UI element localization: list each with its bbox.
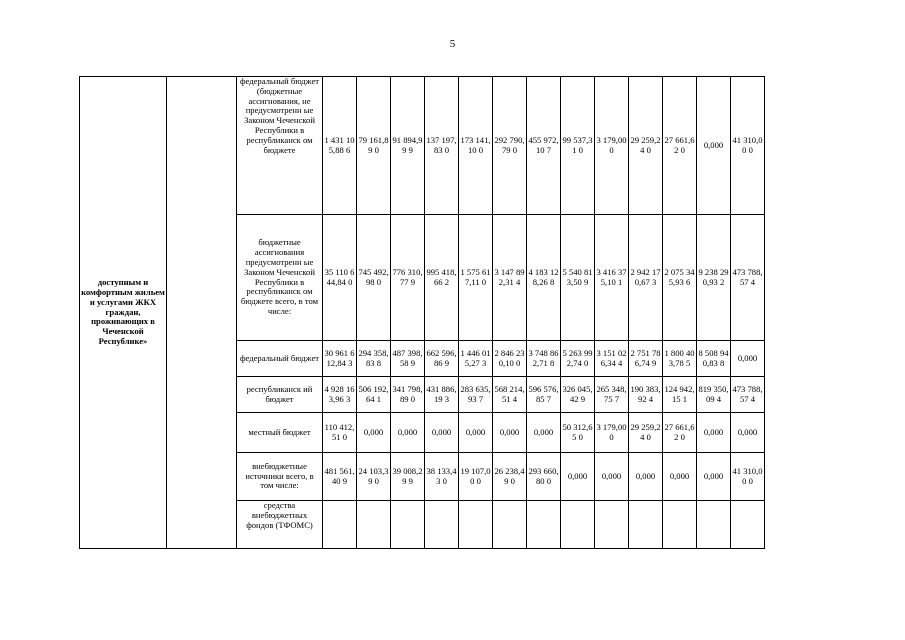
value-cell: 190 383,92 4: [629, 377, 663, 413]
value-cell: [527, 501, 561, 549]
value-cell: 8 508 940,83 8: [697, 341, 731, 377]
financing-table: [79, 76, 765, 549]
value-cell: 3 416 375,10 1: [595, 215, 629, 341]
value-cell: 0,000: [731, 341, 765, 377]
value-cell: 745 492,98 0: [357, 215, 391, 341]
value-cell: 0,000: [391, 413, 425, 453]
value-cell: 50 312,65 0: [561, 413, 595, 453]
value-cell: 2 846 230,10 0: [493, 341, 527, 377]
value-cell: 3 179,00 0: [595, 77, 629, 215]
value-cell: 4 183 128,26 8: [527, 215, 561, 341]
value-cell: 2 942 170,67 3: [629, 215, 663, 341]
value-cell: 19 107,00 0: [459, 453, 493, 501]
value-cell: [459, 501, 493, 549]
value-cell: 41 310,00 0: [731, 77, 765, 215]
value-cell: 3 151 026,34 4: [595, 341, 629, 377]
value-cell: 24 103,39 0: [357, 453, 391, 501]
value-cell: 0,000: [459, 413, 493, 453]
value-cell: 27 661,62 0: [663, 77, 697, 215]
value-cell: 0,000: [493, 413, 527, 453]
value-cell: 293 660,80 0: [527, 453, 561, 501]
value-cell: 1 800 403,78 5: [663, 341, 697, 377]
value-cell: 487 398,58 9: [391, 341, 425, 377]
funding-source: бюджетные ассигнования предусмотренн ые Законом Чеченской Республики в республиканск ом бюджете всего, в том числе:: [237, 215, 323, 341]
value-cell: [357, 501, 391, 549]
value-cell: 1 575 617,11 0: [459, 215, 493, 341]
value-cell: 596 576,85 7: [527, 377, 561, 413]
value-cell: 1 431 105,88 6: [323, 77, 357, 215]
value-cell: 568 214,51 4: [493, 377, 527, 413]
value-cell: [731, 501, 765, 549]
value-cell: 5 540 813,50 9: [561, 215, 595, 341]
funding-source: республиканск ий бюджет: [237, 377, 323, 413]
value-cell: 137 197,83 0: [425, 77, 459, 215]
value-cell: 0,000: [697, 77, 731, 215]
funding-source: внебюджетные источники всего, в том числе:: [237, 453, 323, 501]
value-cell: 995 418,66 2: [425, 215, 459, 341]
value-cell: 5 263 992,74 0: [561, 341, 595, 377]
value-cell: 341 798,89 0: [391, 377, 425, 413]
value-cell: 0,000: [527, 413, 561, 453]
value-cell: [425, 501, 459, 549]
value-cell: 35 110 644,84 0: [323, 215, 357, 341]
value-cell: 39 008,29 9: [391, 453, 425, 501]
program-title: доступным и комфортным жильем и услугами ЖКХ граждан, проживающих в Чеченской Республике»: [80, 77, 167, 549]
value-cell: 776 310,77 9: [391, 215, 425, 341]
value-cell: 26 238,49 0: [493, 453, 527, 501]
value-cell: 0,000: [663, 453, 697, 501]
empty-column: [167, 77, 237, 549]
page-number: 5: [449, 38, 456, 50]
value-cell: 41 310,00 0: [731, 453, 765, 501]
funding-source: федеральный бюджет: [237, 341, 323, 377]
value-cell: 110 412,51 0: [323, 413, 357, 453]
funding-source: местный бюджет: [237, 413, 323, 453]
value-cell: 481 561,40 9: [323, 453, 357, 501]
value-cell: 3 147 892,31 4: [493, 215, 527, 341]
value-cell: 473 788,57 4: [731, 215, 765, 341]
value-cell: 0,000: [697, 453, 731, 501]
value-cell: 455 972,10 7: [527, 77, 561, 215]
value-cell: 38 133,43 0: [425, 453, 459, 501]
value-cell: [629, 501, 663, 549]
value-cell: 1 446 015,27 3: [459, 341, 493, 377]
value-cell: 29 259,24 0: [629, 413, 663, 453]
table-row: [80, 77, 765, 215]
value-cell: [391, 501, 425, 549]
value-cell: 662 596,86 9: [425, 341, 459, 377]
value-cell: 294 358,83 8: [357, 341, 391, 377]
value-cell: [561, 501, 595, 549]
funding-source: федеральный бюджет (бюджетные ассигнования, не предусмотренн ые Законом Чеченской Республики в республиканск ом бюджете: [237, 77, 323, 215]
value-cell: 819 350,09 4: [697, 377, 731, 413]
value-cell: [493, 501, 527, 549]
value-cell: 2 751 786,74 9: [629, 341, 663, 377]
value-cell: 30 961 612,84 3: [323, 341, 357, 377]
value-cell: [663, 501, 697, 549]
value-cell: [697, 501, 731, 549]
value-cell: [595, 501, 629, 549]
value-cell: 292 790,79 0: [493, 77, 527, 215]
value-cell: 0,000: [561, 453, 595, 501]
funding-source: средства внебюджетных фондов (ТФОМС): [237, 501, 323, 549]
value-cell: 473 788,57 4: [731, 377, 765, 413]
value-cell: 326 045,42 9: [561, 377, 595, 413]
value-cell: 91 894,99 9: [391, 77, 425, 215]
value-cell: 0,000: [697, 413, 731, 453]
value-cell: 4 928 163,96 3: [323, 377, 357, 413]
value-cell: 265 348,75 7: [595, 377, 629, 413]
value-cell: 124 942,15 1: [663, 377, 697, 413]
value-cell: 0,000: [731, 413, 765, 453]
value-cell: 29 259,24 0: [629, 77, 663, 215]
value-cell: 283 635,93 7: [459, 377, 493, 413]
value-cell: 3 748 862,71 8: [527, 341, 561, 377]
value-cell: 27 661,62 0: [663, 413, 697, 453]
value-cell: 79 161,89 0: [357, 77, 391, 215]
value-cell: [323, 501, 357, 549]
value-cell: 9 238 290,93 2: [697, 215, 731, 341]
value-cell: 173 141,10 0: [459, 77, 493, 215]
value-cell: 0,000: [425, 413, 459, 453]
value-cell: 0,000: [629, 453, 663, 501]
value-cell: 0,000: [357, 413, 391, 453]
value-cell: 2 075 345,93 6: [663, 215, 697, 341]
value-cell: 3 179,00 0: [595, 413, 629, 453]
value-cell: 431 886,19 3: [425, 377, 459, 413]
value-cell: 99 537,31 0: [561, 77, 595, 215]
value-cell: 506 192,64 1: [357, 377, 391, 413]
value-cell: 0,000: [595, 453, 629, 501]
